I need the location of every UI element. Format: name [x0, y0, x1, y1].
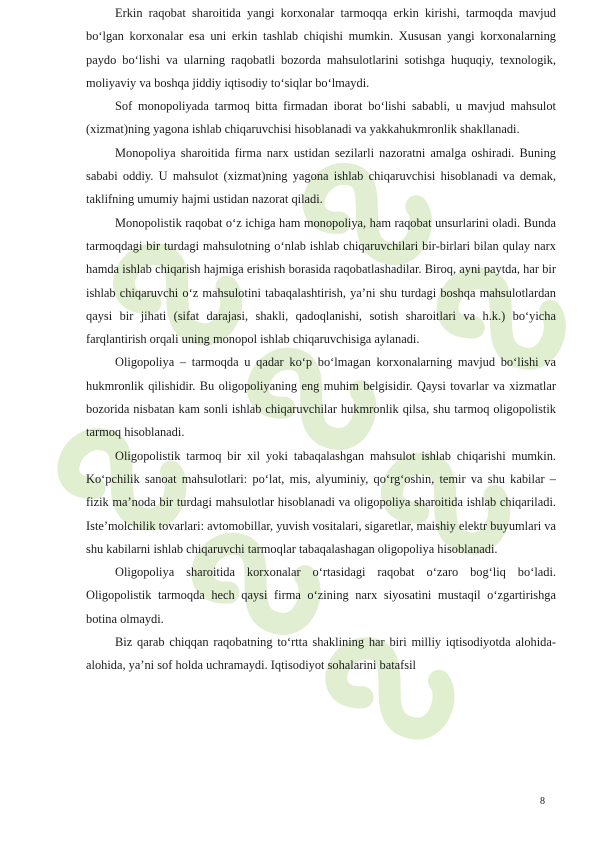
paragraph-monopolistic-competition: Monopolistik raqobat oʻz ichiga ham monopoliya, ham raqobat unsurlarini oladi. Bunda tarmoqdagi bir turdagi mahsulotning oʻnlab ishlab chiqaruvchilari bir-birlari bilan qulay narx hamda ishlab chiqarish hajmiga erishish borasida raqobatlashadilar. Biroq, ayni paytda, har bir ishlab chiqaruvchi oʻz mahsulotini tabaqalashtirish, yaʼni shu turdagi boshqa mahsulotlardan qaysi bir jihati (sifat darajasi, shakli, qadoqlanishi, sotish sharoitlari va h.k.) boʻyicha farqlantirish orqali uning monopol ishlab chiqaruvchisiga aylanadi. [86, 215, 556, 347]
paragraph-oligopoly-products: Oligopolistik tarmoq bir xil yoki tabaqalashgan mahsulot ishlab chiqarishi mumkin. Koʻpchilik sanoat mahsulotlari: poʻlat, mis, alyuminiy, qoʻrgʻoshin, temir va shu kabilar – fizik maʼnoda bir turdagi mahsulotlar hisoblanadi va oligopoliya sharoitida ishlab chiqariladi. Isteʼmolchilik tovarlari: avtomobillar, yuvish vositalari, sigaretlar, maishiy elektr buyumlari va shu kabilarni ishlab chiqaruvchi tarmoqlar tabaqalashagan oligopoliya hisoblanadi. [86, 448, 556, 556]
paragraph-monopoly-price-control: Monopoliya sharoitida firma narx ustidan sezilarli nazoratni amalga oshiradi. Buning sababi oddiy. U mahsulot (xizmat)ning yagona ishlab chiqaruvchisi hisoblanadi va demak, taklifning umumiy hajmi ustidan nazorat qiladi. [86, 145, 556, 207]
page-number: 8 [540, 796, 545, 807]
paragraph-free-competition: Erkin raqobat sharoitida yangi korxonalar tarmoqqa erkin kirishi, tarmoqda mavjud boʻlgan korxonalar esa uni erkin tashlab chiqishi mumkin. Xususan yangi korxonalarning paydo boʻlishi va ularning raqobatli bozorda mahsulotlarini sotishga huquqiy, texnologik, moliyaviy va boshqa jiddiy iqtisodiy toʻsiqlar boʻlmaydi. [86, 6, 556, 90]
paragraph-oligopoly-definition: Oligopoliya – tarmoqda u qadar koʻp boʻlmagan korxonalarning mavjud boʻlishi va hukmronlik qilishidir. Bu oligopoliyaning eng muhim belgisidir. Qaysi tovarlar va xizmatlar bozorida nisbatan kam sonli ishlab chiqaruvchilar hukmronlik qilsa, shu tarmoq oligopolistik tarmoq hisoblanadi. [86, 355, 556, 440]
paragraph-pure-monopoly: Sof monopoliyada tarmoq bitta firmadan iborat boʻlishi sababli, u mavjud mahsulot (xizmat)ning yagona ishlab chiqaruvchisi hisoblanadi va yakkahukmronlik shakllanadi. [86, 99, 556, 137]
paragraph-oligopoly-interdependence: Oligopoliya sharoitida korxonalar oʻrtasidagi raqobat oʻzaro bogʻliq boʻladi. Oligopolistik tarmoqda hech qaysi firma oʻzining narx siyosatini mustaqil oʻzgartirishga botina olmaydi. [86, 565, 556, 626]
page-body [86, 2, 556, 678]
paragraph-competition-forms: Biz qarab chiqqan raqobatning toʻrtta shaklining har biri milliy iqtisodiyotda alohida-alohida, yaʼni sof holda uchramaydi. Iqtisodiyot sohalarini batafsil [86, 635, 556, 673]
